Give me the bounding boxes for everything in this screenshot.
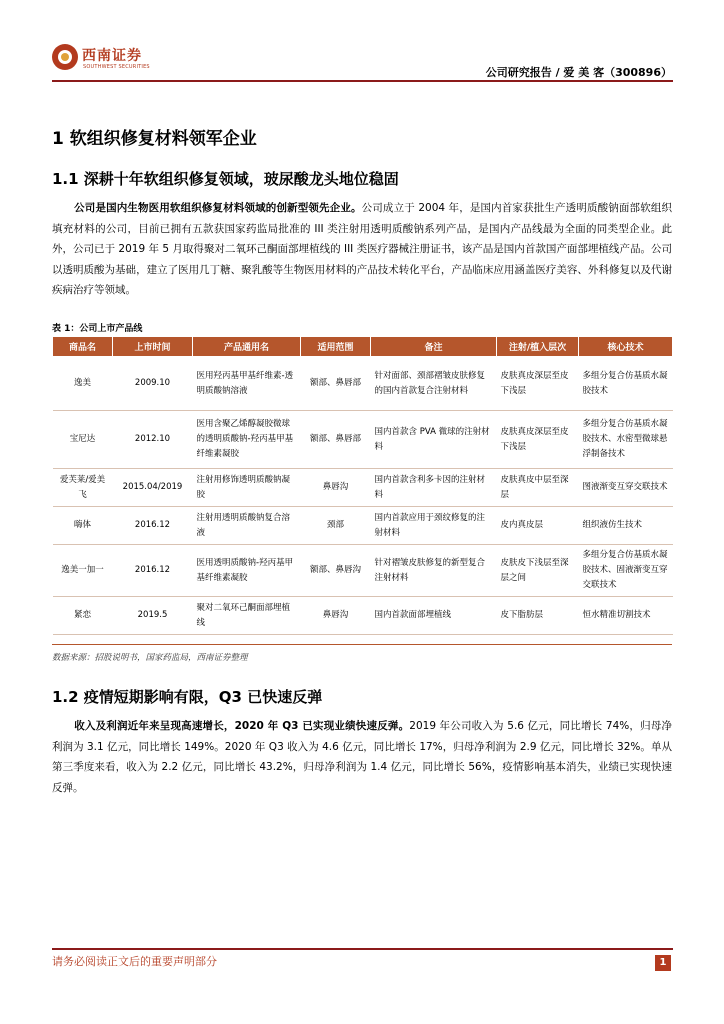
table-bottom-rule bbox=[52, 644, 672, 645]
table-cell: 额部、鼻唇部 bbox=[301, 411, 371, 469]
paragraph-lead: 公司是国内生物医用软组织修复材料领域的创新型领先企业。 bbox=[74, 202, 362, 214]
table-cell: 颈部 bbox=[301, 507, 371, 545]
paragraph-body: 2019 年公司收入为 5.6 亿元，同比增长 74%，归母净利润为 3.1 亿元，同比增长 149%。2020 年 Q3 收入为 4.6 亿元，同比增长 17%，归母净利润为 2.9 亿元，同比增长 32%。单从第三季度来看，收入为 2.2 亿元，同比增长 43.2%，归母净利润为 1.4 亿元，同比增长 56%，疫情影响基本消失，业绩已实现快速反弹。 bbox=[52, 720, 673, 794]
paragraph-growth bbox=[52, 716, 672, 798]
logo-name-en: SOUTHWEST SECURITIES bbox=[83, 64, 150, 70]
table-cell: 图液渐变互穿交联技术 bbox=[579, 469, 673, 507]
table-cell: 医用含聚乙烯醇凝胶微球的透明质酸钠-羟丙基甲基纤维素凝胶 bbox=[193, 411, 301, 469]
table-cell: 医用透明质酸钠-羟丙基甲基纤维素凝胶 bbox=[193, 545, 301, 597]
company-logo bbox=[52, 44, 148, 76]
table-cell: 嗨体 bbox=[53, 507, 113, 545]
table-cell: 2016.12 bbox=[113, 507, 193, 545]
column-header: 核心技术 bbox=[579, 337, 673, 357]
column-header: 商品名 bbox=[53, 337, 113, 357]
table-cell: 聚对二氧环己酮面部埋植线 bbox=[193, 597, 301, 635]
table-cell: 2015.04/2019 bbox=[113, 469, 193, 507]
header-divider bbox=[52, 80, 673, 82]
table-cell: 逸美一加一 bbox=[53, 545, 113, 597]
table-cell: 鼻唇沟 bbox=[301, 469, 371, 507]
table-cell: 2012.10 bbox=[113, 411, 193, 469]
table-cell: 2009.10 bbox=[113, 357, 193, 411]
table-cell: 注射用透明质酸钠复合溶液 bbox=[193, 507, 301, 545]
table-cell: 2019.5 bbox=[113, 597, 193, 635]
table-cell: 2016.12 bbox=[113, 545, 193, 597]
table-cell: 皮内真皮层 bbox=[497, 507, 579, 545]
footer-disclaimer: 请务必阅读正文后的重要声明部分 bbox=[52, 955, 217, 968]
table-cell: 针对褶皱皮肤修复的新型复合注射材料 bbox=[371, 545, 497, 597]
table-cell: 注射用修饰透明质酸钠凝胶 bbox=[193, 469, 301, 507]
table-cell: 爱芙莱/爱美飞 bbox=[53, 469, 113, 507]
column-header: 注射/植入层次 bbox=[497, 337, 579, 357]
table-cell: 皮肤真皮深层至皮下浅层 bbox=[497, 411, 579, 469]
table-cell: 鼻唇沟 bbox=[301, 597, 371, 635]
table-cell: 恒水精准切割技术 bbox=[579, 597, 673, 635]
subsection-title-1-2: 1.2 疫情短期影响有限，Q3 已快速反弹 bbox=[52, 688, 323, 706]
table-cell: 多组分复合仿基质水凝胶技术、固液渐变互穿交联技术 bbox=[579, 545, 673, 597]
paragraph-company-intro bbox=[52, 198, 672, 301]
table-cell: 皮肤真皮深层至皮下浅层 bbox=[497, 357, 579, 411]
table-cell: 国内首款面部埋植线 bbox=[371, 597, 497, 635]
table-cell: 皮下脂肪层 bbox=[497, 597, 579, 635]
paragraph-body: 公司成立于 2004 年，是国内首家获批生产透明质酸钠面部软组织填充材料的公司，目前已拥有五款获国家药监局批准的 III 类注射用透明质酸钠系列产品，是国内产品线最为全面的同类型企业。此外，公司已于 2019 年 5 月取得聚对二氧环己酮面部埋植线的 III 类医疗器械注册证书，该产品是国内首款国产面部埋植线产品。公司以透明质酸为基础，建立了医用几丁糖、聚乳酸等生物医用材料的产品技术转化平台，产品临床应用涵盖医疗美容、外科修复以及代谢疾病治疗等领域。 bbox=[52, 202, 672, 296]
table-cell: 多组分复合仿基质水凝胶技术、水密型微球悬浮制备技术 bbox=[579, 411, 673, 469]
table-cell: 逸美 bbox=[53, 357, 113, 411]
table-cell: 国内首款应用于颈纹修复的注射材料 bbox=[371, 507, 497, 545]
table-header-row bbox=[53, 337, 673, 357]
footer-divider bbox=[52, 948, 673, 950]
subsection-title-1-1: 1.1 深耕十年软组织修复领域，玻尿酸龙头地位稳固 bbox=[52, 170, 399, 188]
logo-emblem-icon bbox=[52, 44, 78, 70]
table-cell: 额部、鼻唇沟 bbox=[301, 545, 371, 597]
table-cell: 针对面部、颈部褶皱皮肤修复的国内首款复合注射材料 bbox=[371, 357, 497, 411]
product-table bbox=[52, 336, 673, 635]
table-row bbox=[53, 545, 673, 597]
column-header: 备注 bbox=[371, 337, 497, 357]
table-caption: 表 1：公司上市产品线 bbox=[52, 324, 143, 334]
column-header: 产品通用名 bbox=[193, 337, 301, 357]
table-cell: 紧恋 bbox=[53, 597, 113, 635]
table-cell: 国内首款含利多卡因的注射材料 bbox=[371, 469, 497, 507]
table-row bbox=[53, 411, 673, 469]
table-cell: 组织液仿生技术 bbox=[579, 507, 673, 545]
table-row bbox=[53, 469, 673, 507]
table-cell: 额部、鼻唇部 bbox=[301, 357, 371, 411]
report-header-label: 公司研究报告 / 爱 美 客（300896） bbox=[485, 66, 672, 79]
section-title: 1 软组织修复材料领军企业 bbox=[52, 129, 257, 149]
table-row bbox=[53, 597, 673, 635]
page-number: 1 bbox=[655, 955, 671, 971]
logo-name-cn: 西南证券 bbox=[82, 48, 142, 64]
table-row bbox=[53, 507, 673, 545]
table-cell: 多组分复合仿基质水凝胶技术 bbox=[579, 357, 673, 411]
table-cell: 皮肤皮下浅层至深层之间 bbox=[497, 545, 579, 597]
table-cell: 宝尼达 bbox=[53, 411, 113, 469]
paragraph-lead: 收入及利润近年来呈现高速增长，2020 年 Q3 已实现业绩快速反弹。 bbox=[74, 720, 410, 732]
table-cell: 医用羟丙基甲基纤维素-透明质酸钠溶液 bbox=[193, 357, 301, 411]
table-cell: 皮肤真皮中层至深层 bbox=[497, 469, 579, 507]
table-cell: 国内首款含 PVA 微球的注射材料 bbox=[371, 411, 497, 469]
column-header: 适用范围 bbox=[301, 337, 371, 357]
table-source-note: 数据来源：招股说明书，国家药监局，西南证券整理 bbox=[52, 653, 248, 663]
column-header: 上市时间 bbox=[113, 337, 193, 357]
table-row bbox=[53, 357, 673, 411]
